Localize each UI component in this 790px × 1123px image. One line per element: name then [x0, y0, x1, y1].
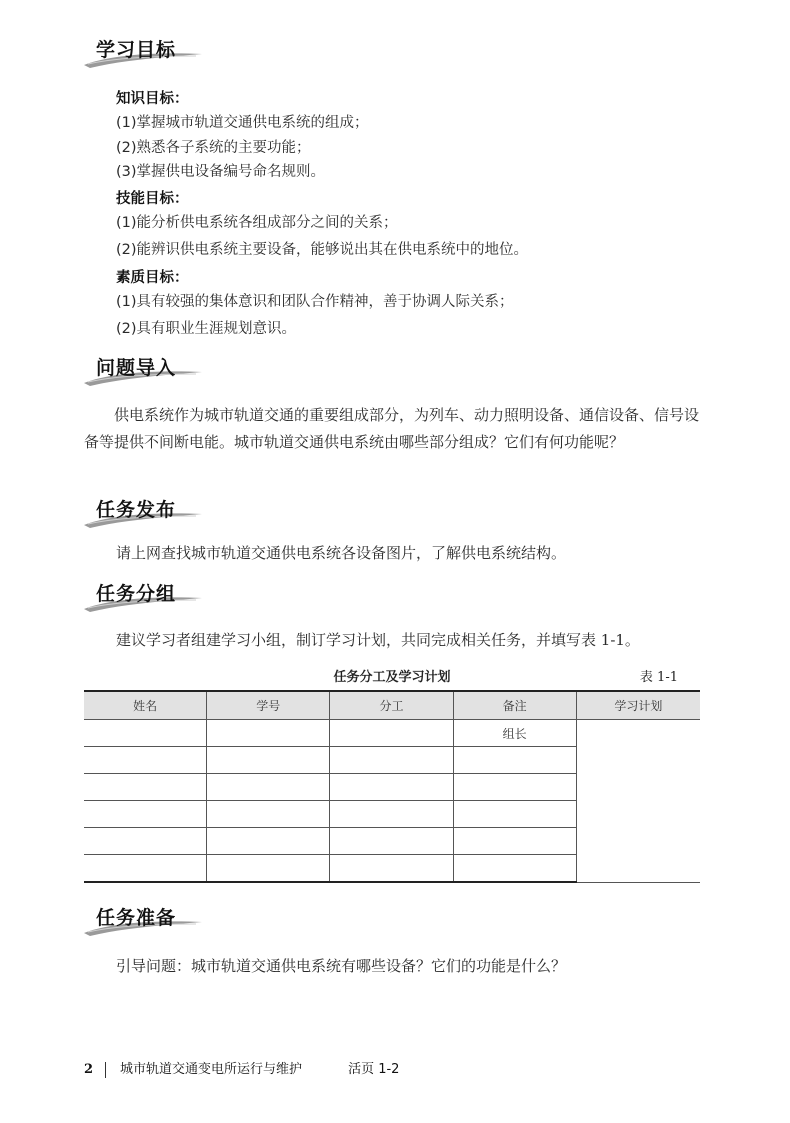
task-prep-text: 引导问题：城市轨道交通供电系统有哪些设备？它们的功能是什么？ — [116, 957, 567, 975]
header-name: 姓名 — [84, 691, 207, 720]
section-objectives — [84, 34, 204, 68]
table-cell[interactable] — [84, 828, 207, 855]
header-division: 分工 — [330, 691, 453, 720]
header-study-plan: 学习计划 — [576, 691, 700, 720]
section-task-prep — [84, 902, 204, 936]
knowledge-item: (2)熟悉各子系统的主要功能； — [116, 140, 311, 156]
section-task-group — [84, 578, 204, 612]
table-cell[interactable] — [207, 747, 330, 774]
skill-item: (1)能分析供电系统各组成部分之间的关系； — [116, 215, 398, 231]
table-title: 任务分工及学习计划 — [333, 670, 451, 685]
table-cell[interactable] — [84, 801, 207, 828]
table-cell[interactable] — [453, 774, 576, 801]
table-cell[interactable] — [330, 774, 453, 801]
table-cell[interactable] — [207, 774, 330, 801]
table-cell[interactable] — [330, 801, 453, 828]
table-cell[interactable] — [84, 720, 207, 747]
table-cell[interactable] — [84, 855, 207, 883]
table-number: 表 1-1 — [639, 670, 678, 685]
table-cell[interactable] — [330, 828, 453, 855]
task-group-text: 建议学习者组建学习小组，制订学习计划，共同完成相关任务，并填写表 1-1。 — [116, 631, 640, 649]
table-row — [84, 720, 700, 747]
quality-label: 素质目标： — [116, 270, 189, 286]
section-task-release — [84, 494, 204, 528]
table-cell[interactable] — [330, 747, 453, 774]
table-cell[interactable] — [207, 720, 330, 747]
task-release-text: 请上网查找城市轨道交通供电系统各设备图片，了解供电系统结构。 — [116, 544, 567, 562]
loose-leaf-label: 活页 1-2 — [348, 1062, 400, 1077]
footer-divider — [105, 1062, 106, 1078]
table-cell[interactable] — [330, 720, 453, 747]
task-plan-table — [84, 690, 700, 883]
table-cell[interactable]: 组长 — [453, 720, 576, 747]
table-cell[interactable] — [84, 747, 207, 774]
skill-label: 技能目标： — [116, 191, 189, 207]
header-student-id: 学号 — [207, 691, 330, 720]
table-cell[interactable] — [453, 801, 576, 828]
page-number: 2 — [84, 1062, 94, 1077]
study-plan-cell[interactable] — [576, 720, 700, 883]
table-cell[interactable] — [84, 774, 207, 801]
book-title: 城市轨道交通变电所运行与维护 — [120, 1062, 303, 1077]
quality-item: (2)具有职业生涯规划意识。 — [116, 321, 297, 337]
knowledge-item: (1)掌握城市轨道交通供电系统的组成； — [116, 115, 369, 131]
table-cell[interactable] — [207, 801, 330, 828]
section-title: 任务发布 — [96, 499, 177, 521]
table-cell[interactable] — [453, 828, 576, 855]
table-cell[interactable] — [453, 855, 576, 883]
section-title: 任务准备 — [96, 907, 177, 929]
table-cell[interactable] — [330, 855, 453, 883]
table-header-row — [84, 691, 700, 720]
table-cell[interactable] — [207, 855, 330, 883]
quality-item: (1)具有较强的集体意识和团队合作精神，善于协调人际关系； — [116, 294, 514, 310]
section-title: 学习目标 — [96, 39, 177, 61]
table-cell[interactable] — [453, 747, 576, 774]
knowledge-item: (3)掌握供电设备编号命名规则。 — [116, 164, 326, 180]
section-intro — [84, 352, 204, 386]
header-remark: 备注 — [453, 691, 576, 720]
intro-paragraph: 供电系统作为城市轨道交通的重要组成部分，为列车、动力照明设备、通信设备、信号设备等提供不间断电能。城市轨道交通供电系统由哪些部分组成？它们有何功能呢？ — [84, 406, 700, 451]
skill-item: (2)能辨识供电系统主要设备，能够说出其在供电系统中的地位。 — [116, 242, 529, 258]
page-footer — [84, 1058, 399, 1078]
table-cell[interactable] — [207, 828, 330, 855]
section-title: 任务分组 — [96, 583, 177, 605]
section-title: 问题导入 — [96, 357, 177, 379]
knowledge-label: 知识目标： — [116, 91, 189, 107]
